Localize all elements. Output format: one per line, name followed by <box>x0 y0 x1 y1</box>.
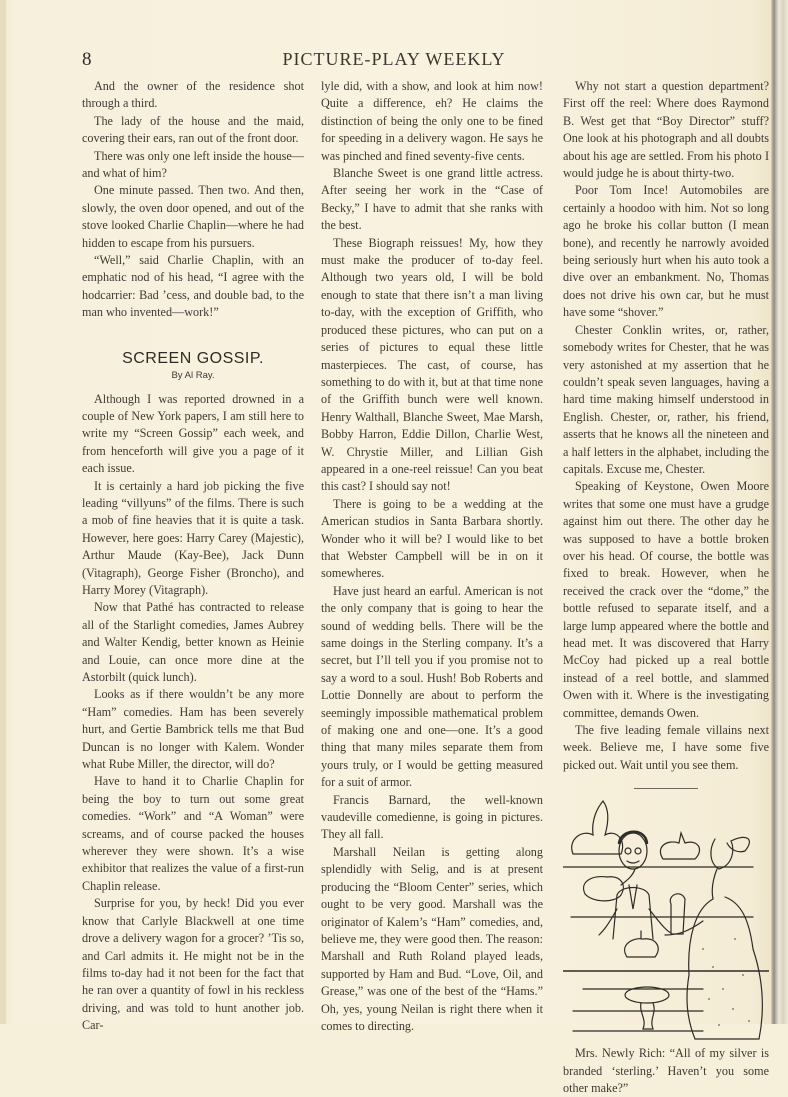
cartoon-illustration <box>563 799 769 1045</box>
woman-hat <box>711 838 750 870</box>
paragraph: It is certainly a hard job picking the five leading “villyuns” of the films. There is such a mob of fine heavies that it is quite a task. However, here goes: Harry Carey (Majestic), Arthur Maude (Kay-Bee), Jack Dunn (Vitagraph), George Fisher (Broncho), and Harry Morey (Vitagraph). <box>82 478 304 597</box>
column-1 <box>82 78 304 1035</box>
paragraph: The five leading female villains next week. Believe me, I have some five picked out. Wait until you see them. <box>563 723 769 772</box>
column-2 <box>321 78 543 1035</box>
page-number: 8 <box>82 49 92 70</box>
paragraph: There is going to be a wedding at the American studios in Santa Barbara shortly. Wonder who it will be? I would like to bet that Webster Campbell will be in on it somewheres. <box>321 496 543 581</box>
paragraph: Have just heard an earful. American is not the only company that is going to hear the sound of wedding bells. There will be the same doings in the Sterling company. It’s a secret, but I’ll tell you if you promise not to say a word to a soul. Hush! Bob Roberts and Lottie Donnelly are about to perform the seemingly impossible mathematical problem of making one and one—one. It’s a good thing that many miles separate them from yours truly, or I would be getting measured for a suit of armor. <box>321 583 543 790</box>
paragraph: Chester Conklin writes, or, rather, somebody writes for Chester, that he was very astonished at my assertion that he couldn’t speak seven languages, having a hard time making himself understood in English. Chester, or, rather, his friend, asserts that he knows all the nineteen and a half letters in the alphabet, including the capitals. Excuse me, Chester. <box>563 322 769 476</box>
paragraph: lyle did, with a show, and look at him now! Quite a difference, eh? He claims the distinction of being the only one to be fined for speeding in a delivery wagon. He says he was pinched and fined seventy-five cents. <box>321 79 543 163</box>
paragraph: “Well,” said Charlie Chaplin, with an emphatic nod of his head, “I agree with the hodcarrier: Bad ’cess, and double bad, to the man who invented—work!” <box>82 253 304 320</box>
paragraph: Speaking of Keystone, Owen Moore writes that some one must have a grudge against him out there. The other day he was supposed to have a bottle broken over his head. Of course, the bottle was fixed to break. However, when he received the crack over the “dome,” the bottle refused to separate itself, and a large lump appeared where the bottle and head met. It was discovered that Harry McCoy had picked up a real bottle instead of a reel bottle, and slammed Owen with it. Where is the investigating committee, demands Owen. <box>563 479 769 720</box>
cartoon-caption: Mrs. Newly Rich: “All of my silver is branded ‘sterling.’ Haven’t you some other make?” <box>563 1046 769 1096</box>
paragraph: Now that Pathé has contracted to release all of the Starlight comedies, James Aubrey and Walter Kendig, better known as Heinie and Louie, can once more dine at the Astorbilt (quick lunch). <box>82 600 304 684</box>
running-title: PICTURE-PLAY WEEKLY <box>282 49 506 69</box>
page-edge <box>0 0 6 1024</box>
paragraph: Looks as if there wouldn’t be any more “Ham” comedies. Ham has been severely hurt, and Gertie Bambrick tells me that Bud Duncan is no longer with Kalem. Wonder what Rube Miller, the director, will do? <box>82 687 304 772</box>
teapot-drawing <box>584 869 635 901</box>
column-3 <box>563 78 769 1097</box>
woman-dress <box>687 897 762 1039</box>
paragraph: Marshall Neilan is getting along splendidly with Selig, and is at present producing the “Bloom Center” series, which ought to be very good. Marshall was the originator of Kalem’s “Ham” comedies, and, believe me, they were good then. The reason: Marshall and Ruth Roland played leads, supported by Ham and Bud. “Love, Oil, and Grease,” was one of the best of the “Hams.” Oh, yes, young Neilan is right there when it comes to directing. <box>321 844 543 1033</box>
jar-drawing <box>670 894 685 934</box>
paragraph: Although I was reported drowned in a couple of New York papers, I am still here to write my “Screen Gossip” each week, and from henceforth will give you a page of it each issue. <box>82 391 304 476</box>
paragraph: And the owner of the residence shot through a third. <box>82 79 304 111</box>
paragraph: Why not start a question department? First off the reel: Where does Raymond B. West get that “Boy Director” stuff? One look at his photograph and all doubts about his age are settled. From his photo I would judge he is about thirty-two. <box>563 79 769 181</box>
byline: By Al Ray. <box>171 370 215 382</box>
divider-rule <box>634 788 698 789</box>
paragraph: Francis Barnard, the well-known vaudeville comedienne, is going in pictures. They all fall. <box>321 792 543 842</box>
sugar-bowl-drawing <box>660 833 699 859</box>
woman-face <box>712 869 717 899</box>
article-title: SCREEN GOSSIP. <box>122 349 264 367</box>
paragraph: Surprise for you, by heck! Did you ever know that Carlyle Blackwell at one time drove a delivery wagon for a grocer? ’Tis so, and Carl admits it. He might not be in the films to-day had it not been for the fact that he ran over a quantity of fowl in his reckless driving, and was told to hunt another job. Car- <box>82 896 304 1033</box>
paragraph: Have to hand it to Charlie Chaplin for being the boy to turn out some great comedies. “Work” and “A Woman” were screams, and of course packed the houses wherever they were shown. It’s a wise exhibitor that realizes the value of a first-run Chaplin release. <box>82 774 304 893</box>
vase-drawing <box>572 801 623 854</box>
paragraph: One minute passed. Then two. And then, slowly, the oven door opened, and out of the stove looked Charlie Chaplin—where he had hidden to escape from his pursuers. <box>82 183 304 250</box>
paragraph: There was only one left inside the house—and what of him? <box>82 148 304 181</box>
paragraph: Poor Tom Ince! Automobiles are certainly a hoodoo with him. Not so long ago he broke his collar button (I mean bone), and recently he narrowly avoided being seriously hurt when his auto took a dive over an embankment. No, Thomas does not drive his own car, but he must have some “shover.” <box>563 183 769 320</box>
paragraph: The lady of the house and the maid, covering their ears, ran out of the front door. <box>82 113 304 146</box>
book-binding <box>771 0 788 1024</box>
paragraph: These Biograph reissues! My, how they must make the producer of to-day feel. Although two years old, I will be bold enough to state that there isn’t a man living to-day, with the exception of Griffith, who produced these pictures, who can put on a series of pictures to equal these little masterpieces. The cast, of course, has something to do with it, but at that time none of the Griffith bunch were well known. Henry Walthall, Blanche Sweet, Mae Marsh, Bobby Harron, Eddie Dillon, Charlie West, W. Chrystie Miller, and Lillian Gish appeared in a one-reel reissue! Can you beat this cast? I should say not! <box>321 235 543 494</box>
clerk-body <box>613 888 653 940</box>
paragraph: Blanche Sweet is one grand little actress. After seeing her work in the “Case of Becky,” I have to admit that she ranks with the best. <box>321 166 543 233</box>
